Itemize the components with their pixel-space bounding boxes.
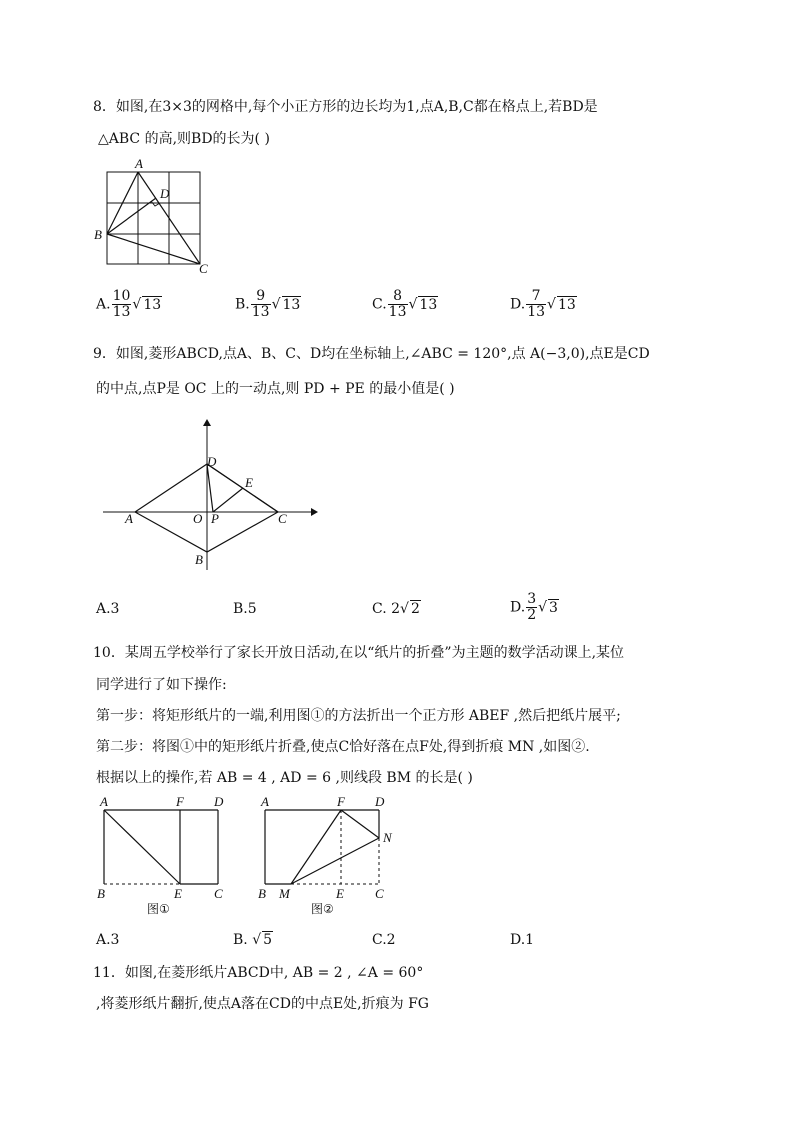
q9-label-d: D: [207, 454, 217, 469]
q8-label-c: C: [199, 261, 208, 276]
q10-option-a: A.3: [96, 932, 120, 948]
q8-figure: [90, 156, 220, 276]
q8-grid: [107, 172, 200, 264]
q10-fig1-label-e: E: [174, 886, 182, 901]
q10-fig1-label-c: C: [214, 886, 223, 901]
q10-line1: 10．某周五学校举行了家长开放日活动,在以“纸片的折叠”为主题的数学活动课上,某位: [93, 645, 625, 661]
q10-fig2-label-m: M: [279, 886, 290, 901]
q10-option-d: D.1: [510, 932, 535, 948]
q9-label-b: B: [195, 552, 203, 567]
q9-label-a: A: [125, 511, 133, 526]
q8-option-d: D. $\frac{7}{13}$ √ 13: [510, 288, 576, 320]
q11-line2: ,将菱形纸片翻折,使点A落在CD的中点E处,折痕为 FG: [96, 996, 429, 1012]
q9-axes: [103, 420, 317, 570]
q9-line2: 的中点,点P是 OC 上的一动点,则 PD + PE 的最小值是( ): [96, 381, 455, 397]
q10-line4: 第二步：将图①中的矩形纸片折叠,使点C恰好落在点F处,得到折痕 MN ,如图②.: [96, 739, 590, 755]
q10-figure2: [253, 792, 413, 920]
q10-fig1-label-a: A: [100, 794, 108, 809]
q8-line1: 8．如图,在3×3的网格中,每个小正方形的边长均为1,点A,B,C都在格点上,若BD是: [93, 99, 598, 115]
q10-fig2-label-n: N: [383, 830, 392, 845]
q9-option-d: D. $\frac{3}{2}$ √ 3: [510, 591, 558, 623]
q9-label-c: C: [278, 511, 287, 526]
q9-label-e: E: [245, 475, 253, 490]
q8-label-d: D: [160, 186, 170, 201]
q10-fig1-label-d: D: [214, 794, 224, 809]
q9-figure: [95, 410, 335, 580]
q9-option-b: B.5: [233, 601, 257, 617]
q8-label-a: A: [135, 156, 143, 171]
q8-option-a: A. $\frac{10}{13}$ √ 13: [96, 288, 162, 320]
q10-option-b: B. √ 5: [233, 932, 273, 948]
q10-fig2-label-e: E: [336, 886, 344, 901]
q10-fig2-caption: 图②: [311, 902, 334, 916]
q11-line1: 11．如图,在菱形纸片ABCD中, AB = 2 , ∠A = 60°: [93, 965, 424, 981]
q10-fig2-label-d: D: [375, 794, 385, 809]
q10-line2: 同学进行了如下操作:: [96, 677, 227, 693]
q9-line1: 9．如图,菱形ABCD,点A、B、C、D均在坐标轴上,∠ABC = 120°,点 A(−3,0),点E是CD: [93, 346, 650, 362]
q10-fig1-label-b: B: [97, 886, 105, 901]
q9-option-a: A.3: [96, 601, 120, 617]
q10-fig2-label-a: A: [261, 794, 269, 809]
q10-option-c: C.2: [372, 932, 396, 948]
q8-line2: △ABC 的高,则BD的长为( ): [98, 131, 270, 147]
q10-fig1-caption: 图①: [147, 902, 170, 916]
q8-option-c: C. $\frac{8}{13}$ √ 13: [372, 288, 438, 320]
q10-fig2-label-b: B: [258, 886, 266, 901]
q10-fig2-label-c: C: [375, 886, 384, 901]
q10-fig2-label-f: F: [337, 794, 345, 809]
q9-option-c: C. 2√ 2: [372, 601, 420, 617]
q8-triangle: [107, 172, 200, 264]
q10-fig1-label-f: F: [176, 794, 184, 809]
q10-line3: 第一步：将矩形纸片的一端,利用图①的方法折出一个正方形 ABEF ,然后把纸片展平;: [96, 708, 621, 724]
q9-label-o: O: [193, 511, 203, 526]
q10-line5: 根据以上的操作,若 AB = 4 , AD = 6 ,则线段 BM 的长是( ): [96, 770, 473, 786]
q8-option-b: B. $\frac{9}{13}$ √ 13: [235, 288, 301, 320]
q10-figure1: [92, 792, 242, 920]
q9-label-p: P: [211, 511, 219, 526]
q8-label-b: B: [94, 227, 102, 242]
